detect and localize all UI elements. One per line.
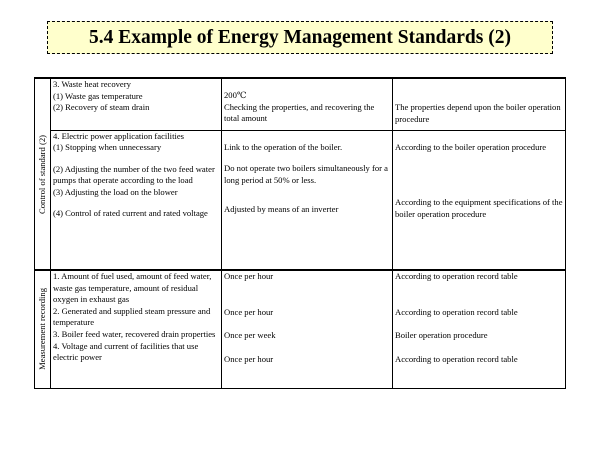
- cell-measurement-note: According to operation record table According to operation record table Boiler operation procedure According to operation record table: [393, 270, 566, 388]
- title-banner: [47, 21, 553, 54]
- section-label-measurement: Measurement recording: [35, 270, 51, 388]
- cell-electric-standard: Link to the operation of the boiler. Do not operate two boilers simultaneously for a long period at 50% or less. Adjusted by means of an inverter: [222, 130, 393, 270]
- table-row-waste-heat: [35, 78, 566, 130]
- cell-waste-heat-item: 3. Waste heat recovery (1) Waste gas temperature (2) Recovery of steam drain: [51, 78, 222, 130]
- cell-measurement-standard: Once per hour Once per hour Once per week Once per hour: [222, 270, 393, 388]
- cell-waste-heat-standard: 200℃ Checking the properties, and recovering the total amount: [222, 78, 393, 130]
- cell-electric-note: According to the boiler operation procedure According to the equipment specifications of the boiler operation procedure: [393, 130, 566, 270]
- cell-measurement-item: 1. Amount of fuel used, amount of feed water, waste gas temperature, amount of residual oxygen in exhaust gas 2. Generated and supplied steam pressure and temperature 3. Boiler feed water, recovered drain properties 4. Voltage and current of facilities that use electric power: [51, 270, 222, 388]
- standards-table: [34, 77, 566, 389]
- table-row-electric: [35, 130, 566, 270]
- cell-waste-heat-note: The properties depend upon the boiler operation procedure: [393, 78, 566, 130]
- cell-electric-item: 4. Electric power application facilities (1) Stopping when unnecessary (2) Adjusting the number of the two feed water pumps that operate according to the load (3) Adjusting the load on the blower (4) Control of rated current and rated voltage: [51, 130, 222, 270]
- section-label-control: Control of standard (2): [35, 78, 51, 270]
- table-row-measurement: [35, 270, 566, 388]
- page-title: 5.4 Example of Energy Management Standards (2): [89, 26, 511, 48]
